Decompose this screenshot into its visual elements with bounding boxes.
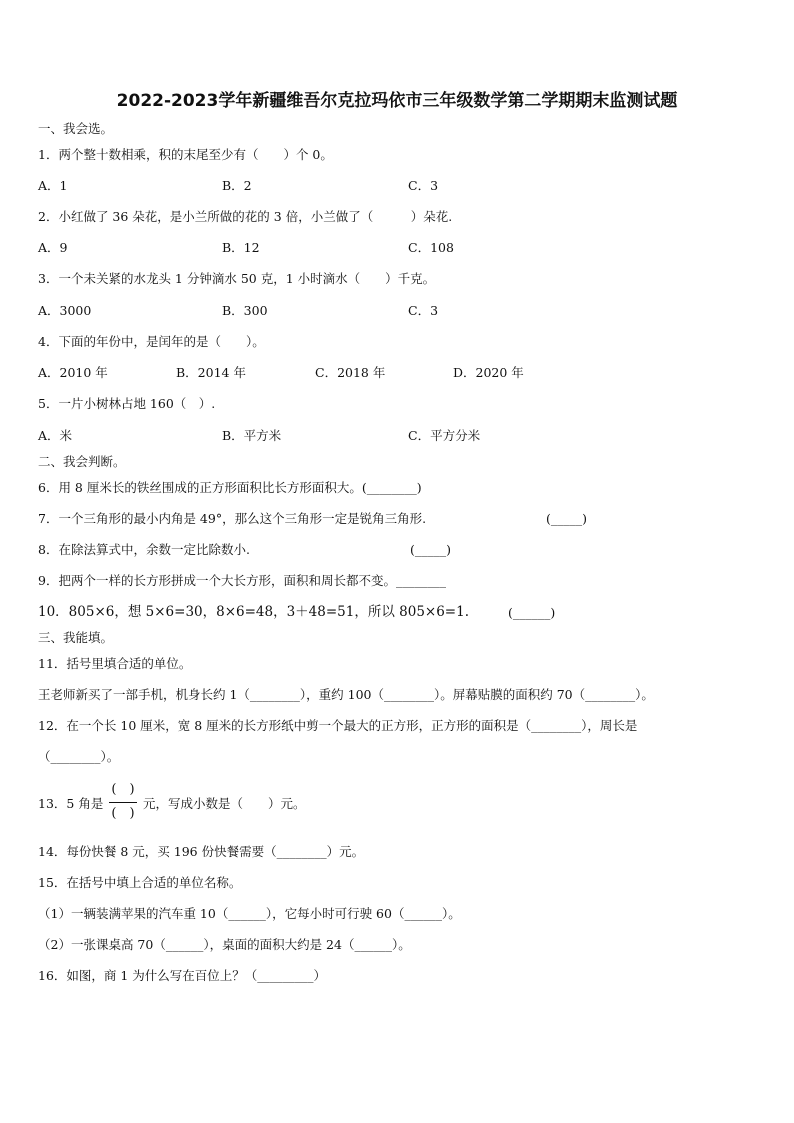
q1-option-a: A．1: [38, 178, 68, 193]
q5-option-c: C．平方分米: [408, 428, 481, 443]
q1-option-b: B．2: [222, 178, 252, 193]
question-3: 3．一个未关紧的水龙头 1 分钟滴水 50 克，1 小时滴水（ ）千克。: [38, 271, 436, 286]
q10-answer-blank: (______): [508, 605, 556, 620]
fraction-bar: [109, 802, 137, 803]
question-5: 5．一片小树林占地 160（ ）.: [38, 396, 216, 411]
fraction-blank: [106, 780, 140, 824]
q8-answer-blank: (_____): [410, 542, 452, 557]
question-16: 16．如图，商 1 为什么写在百位上？（_________）: [38, 968, 327, 983]
q2-option-c: C．108: [408, 240, 454, 255]
q3-option-a: A．3000: [38, 303, 92, 318]
question-12-line-1: 12．在一个长 10 厘米，宽 8 厘米的长方形纸中剪一个最大的正方形，正方形的面积是（________），周长是: [38, 718, 638, 733]
question-6: 6．用 8 厘米长的铁丝围成的正方形面积比长方形面积大。(________): [38, 480, 422, 495]
q4-option-b: B．2014 年: [176, 365, 246, 380]
q4-option-d: D．2020 年: [453, 365, 524, 380]
question-13-suffix: 元，写成小数是（ ）元。: [143, 796, 306, 811]
page-title: 2022-2023学年新疆维吾尔克拉玛依市三年级数学第二学期期末监测试题: [116, 91, 678, 111]
question-11: 11．括号里填合适的单位。: [38, 656, 192, 671]
question-12-line-2: （________）。: [38, 749, 120, 764]
q5-option-b: B．平方米: [222, 428, 282, 443]
q7-answer-blank: (_____): [546, 511, 588, 526]
question-13-prefix: 13．5 角是: [38, 796, 104, 811]
question-14: 14．每份快餐 8 元，买 196 份快餐需要（________）元。: [38, 844, 365, 859]
fraction-numerator-blank: ( ): [111, 782, 135, 797]
question-15-part-2: （2）一张课桌高 70（______），桌面的面积大约是 24（______）。: [38, 937, 411, 952]
section-judge: 二、我会判断。: [38, 454, 126, 469]
q2-option-b: B．12: [222, 240, 260, 255]
question-9: 9．把两个一样的长方形拼成一个大长方形，面积和周长都不变。________: [38, 573, 446, 588]
question-2: 2．小红做了 36 朵花，是小兰所做的花的 3 倍，小兰做了（ ）朵花.: [38, 209, 453, 224]
q3-option-c: C．3: [408, 303, 439, 318]
q5-option-a: A．米: [38, 428, 73, 443]
q3-option-b: B．300: [222, 303, 268, 318]
question-7: 7．一个三角形的最小内角是 49°，那么这个三角形一定是锐角三角形.: [38, 511, 427, 526]
question-1: 1．两个整十数相乘，积的末尾至少有（ ）个 0。: [38, 147, 333, 162]
q4-option-a: A．2010 年: [38, 365, 108, 380]
question-11-line: 王老师新买了一部手机，机身长约 1（________），重约 100（________）。屏幕贴膜的面积约 70（________）。: [38, 687, 654, 702]
question-8: 8．在除法算式中，余数一定比除数小.: [38, 542, 250, 557]
question-15-part-1: （1）一辆装满苹果的汽车重 10（______），它每小时可行驶 60（______）。: [38, 906, 461, 921]
question-15: 15．在括号中填上合适的单位名称。: [38, 875, 242, 890]
section-fill: 三、我能填。: [38, 630, 114, 645]
question-10: 10．805×6，想 5×6=30，8×6=48，3＋48=51，所以 805×6=1.: [38, 604, 470, 620]
q4-option-c: C．2018 年: [315, 365, 386, 380]
question-4: 4．下面的年份中，是闰年的是（ ）。: [38, 334, 265, 349]
fraction-denominator-blank: ( ): [111, 806, 135, 821]
q1-option-c: C．3: [408, 178, 439, 193]
q2-option-a: A．9: [38, 240, 68, 255]
section-choose: 一、我会选。: [38, 121, 114, 136]
